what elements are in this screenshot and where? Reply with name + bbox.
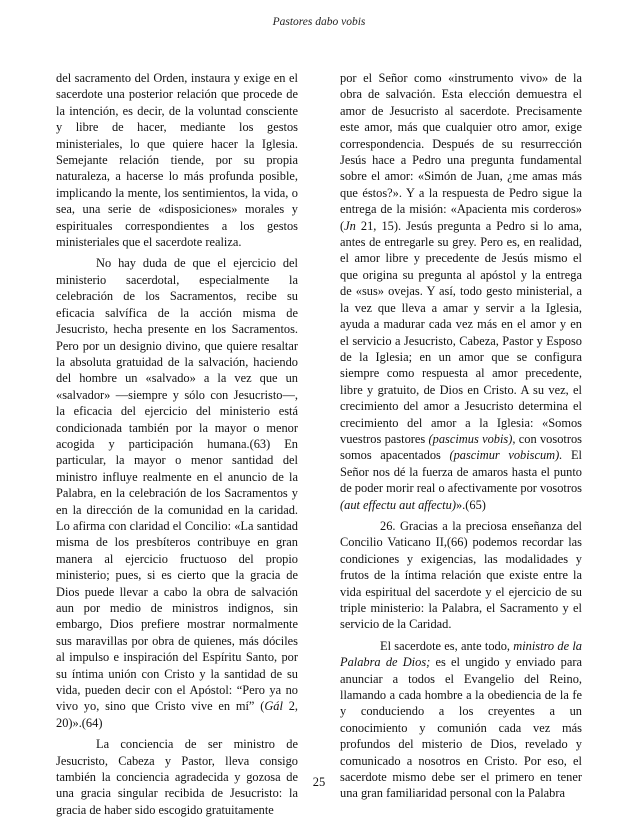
paragraph	[56, 255, 298, 731]
paragraph-text: 21, 15). Jesús pregunta a Pedro si lo ama, antes de entregarle su grey. Pero es, en realidad, el amor libre y precedente de Jesús mismo el que origina su pregunta al apóstol y la entrega de «sus» ovejas. Y así, todo gesto ministerial, a la vez que lleva a amar y servir a la Iglesia, ayuda a madurar cada vez más en el amor y en el servicio a Jesucristo, Cabeza, Pastor y Esposo de la Iglesia; en un amor que se configura siempre como respuesta al amor precedente, libre y gratuito, de Dios en Cristo. A su vez, el crecimiento del amor a Jesucristo determina el crecimiento del amor a la Iglesia: «Somos vuestros pastores	[340, 218, 582, 446]
latin-phrase: (pascimur vobiscum).	[449, 448, 563, 463]
scripture-reference: Gál	[264, 699, 283, 714]
paragraph-text: No hay duda de que el ejercicio del ministerio sacerdotal, especialmente la celebración de los Sacramentos, recibe su eficacia salvífica de la acción misma de Jesucristo, hecha presente en los Sacramentos. Pero por un designio divino, que quiere resaltar la absoluta gratuidad de la salvación, haciendo del hombre un «salvado» a la vez que un «salvador» —siempre y sólo con Jesucristo—, la eficacia del ejercicio del ministerio está condicionada también por la mayor o menor acogida y participación humana.(63) En particular, la mayor o menor santidad del ministro influye realmente en el anuncio de la Palabra, en la celebración de los Sacramentos y en la dirección de la comunidad en la caridad. Lo afirma con claridad el Concilio: «La santidad misma de los presbíteros contribuye en gran manera al ejercicio fructuoso del propio ministerio; pues, si es cierto que la gracia de Dios puede llevar a cabo la obra de salvación aun por medio de ministros indignos, sin embargo, Dios prefiere mostrar normalmente sus maravillas por obra de quienes, más dóciles al impulso e inspiración del Espíritu Santo, por su íntima unión con Cristo y la santidad de su vida, pueden decir con el Apóstol: “Pero ya no vivo yo, sino que Cristo vive en mí” (	[56, 256, 298, 714]
scripture-reference: Jn	[344, 218, 356, 233]
paragraph-text: El sacerdote es, ante todo,	[380, 638, 514, 653]
paragraph: 26. Gracias a la preciosa enseñanza del Concilio Vaticano II,(66) podemos recordar las condiciones y exigencias, las modalidades y frutos de la íntima relación que existe entre la vida espiritual del sacerdote y el ejercicio de su triple ministerio: la Palabra, el Sacramento y el servicio de la Caridad.	[340, 518, 582, 632]
latin-phrase: (aut effectu aut affectu)	[340, 497, 456, 512]
page-number: 25	[312, 775, 326, 789]
paragraph-text: El Señor nos dé la fuerza de amaros hasta el punto de poder morir real o afectivamente por vosotros	[340, 448, 582, 496]
running-header: Pastores dabo vobis	[272, 16, 366, 28]
paragraph: del sacramento del Orden, instaura y exige en el sacerdote una posterior relación que procede de la intención, es decir, de la voluntad consciente y libre de hacer, mediante los gestos ministeriales, lo que quiere hacer la Iglesia. Semejante relación tiende, por su propia naturaleza, a hacerse lo más profunda posible, implicando la mente, los sentimientos, la vida, o sea, una serie de «disposiciones» morales y espirituales correspondientes a los gestos ministeriales que el sacerdote realiza.	[56, 71, 298, 250]
left-column	[56, 70, 298, 823]
latin-phrase: (pascimus vobis),	[428, 431, 516, 446]
paragraph-text: es el ungido y enviado para anunciar a todos el Evangelio del Reino, llamando a cada hombre a la obediencia de la fe y conduciendo a los creyentes a un conocimiento y comunión cada vez más profundos del misterio de Dios, revelado y comunicado a nosotros en Cristo. Por eso, el sacerdote mismo debe ser el primero en tener una gran familiaridad personal con la Palabra	[340, 655, 582, 801]
paragraph	[340, 70, 582, 513]
paragraph-text: 2, 20)».(64)	[56, 699, 298, 730]
paragraph-text: ».(65)	[455, 497, 486, 512]
paragraph: La conciencia de ser ministro de Jesucristo, Cabeza y Pastor, lleva consigo también la conciencia agradecida y gozosa de una gracia singular recibida de Jesucristo: la gracia de haber sido escogido gratuitamente	[56, 737, 298, 817]
paragraph-text: con vosotros somos apacentados	[340, 431, 582, 463]
paragraph-text: por el Señor como «instrumento vivo» de la obra de salvación. Esta elección demuestra el amor de Jesucristo al sacerdote. Precisamente este amor, más que cualquier otro amor, exige correspondencia. Después de su resurrección Jesús hace a Pedro una pregunta fundamental sobre el amor: «Simón de Juan, ¿me amas más que éstos?». Y a la respuesta de Pedro sigue la entrega de la misión: «Apacienta mis corderos» (	[340, 71, 582, 233]
emphasis-text: ministro de la Palabra de Dios;	[340, 638, 582, 670]
right-column	[340, 70, 582, 807]
